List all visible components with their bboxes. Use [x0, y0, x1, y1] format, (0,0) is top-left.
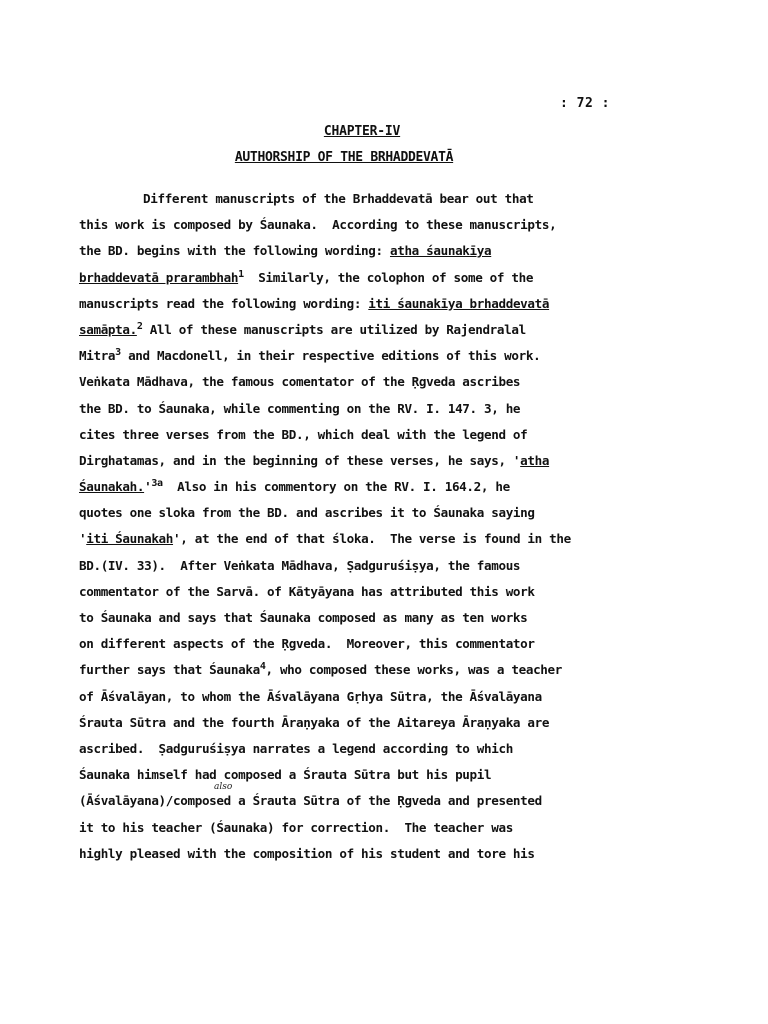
footnote-marker: 1 — [238, 268, 244, 280]
text-segment: manuscripts read the following wording: — [79, 295, 369, 311]
text-line — [79, 631, 694, 657]
underlined-term: brhaddevatā prarambhah — [79, 269, 239, 285]
text-segment: it to his teacher (Śaunaka) for correction. The teacher was — [79, 819, 513, 835]
text-line — [79, 579, 694, 605]
text-line — [79, 265, 694, 291]
text-segment: on different aspects of the Ṛgveda. Moreover, this commentator — [79, 636, 535, 652]
text-line — [79, 684, 694, 710]
underlined-term: iti Śaunakah — [86, 531, 174, 547]
text-segment: , who composed these works, was a teacher — [265, 662, 562, 678]
text-line — [79, 212, 694, 238]
text-line — [79, 500, 694, 526]
text-line — [79, 815, 694, 841]
text-segment: ascribed. Ṣadguruśiṣya narrates a legend according to which — [79, 740, 513, 756]
text-segment: Śrauta Sūtra and the fourth Āraṇyaka of the Aitareya Āraṇyaka are — [79, 714, 550, 730]
text-segment: highly pleased with the composition of his student and tore his — [79, 845, 535, 861]
text-segment: ', at the end of that śloka. The verse is found in the — [173, 531, 571, 547]
text-line — [79, 526, 694, 552]
text-line — [79, 343, 694, 369]
text-segment: this work is composed by Śaunaka. According to these manuscripts, — [79, 217, 557, 233]
text-line — [79, 841, 694, 867]
text-line — [79, 657, 694, 683]
text-line — [79, 186, 694, 212]
text-segment: to Śaunaka and says that Śaunaka composed as many as ten works — [79, 610, 528, 625]
chapter-title: CHAPTER-IV — [323, 124, 401, 139]
text-line — [79, 553, 694, 579]
text-segment: Also in his commentory on the RV. I. 164.2, he — [162, 479, 510, 495]
text-line — [79, 369, 694, 395]
text-segment: Śaunaka himself had composed a Śrauta Sūtra but his pupil — [79, 767, 492, 783]
underlined-term: Śaunakah. — [79, 479, 145, 495]
text-segment: commentator of the Sarvā. of Kātyāyana has attributed this work — [79, 583, 535, 599]
text-line — [79, 238, 694, 264]
text-line — [79, 605, 694, 631]
text-line — [79, 736, 694, 762]
footnote-marker: 3a — [151, 477, 163, 489]
handwritten-insert-note: also — [214, 782, 233, 792]
underlined-term: atha śaunakīya — [389, 243, 492, 259]
text-segment: Mitra — [79, 348, 116, 364]
chapter-subtitle: AUTHORSHIP OF THE BRHADDEVATĀ — [234, 150, 454, 165]
text-line — [79, 762, 694, 788]
page-number: : 72 : — [560, 96, 610, 111]
text-line — [79, 448, 694, 474]
underlined-term: iti śaunakīya brhaddevatā — [368, 295, 550, 311]
text-line — [79, 291, 694, 317]
text-segment: Dirghatamas, and in the beginning of these verses, he says, ' — [79, 452, 521, 468]
text-line — [79, 396, 694, 422]
text-segment: All of these manuscripts are utilized by Rajendralal — [142, 321, 526, 337]
underlined-term: samāpta. — [79, 321, 137, 337]
text-segment: Similarly, the colophon of some of the — [243, 269, 534, 285]
text-segment: cites three verses from the BD., which deal with the legend of — [79, 426, 528, 442]
text-line — [79, 788, 694, 814]
text-segment: BD.(IV. 33). After Veṅkata Mādhava, Ṣadguruśiṣya, the famous — [79, 557, 521, 573]
text-segment: Different manuscripts of the Brhaddevatā bear out that — [143, 191, 534, 206]
text-segment: Veṅkata Mādhava, the famous comentator of the Ṛgveda ascribes — [79, 374, 521, 390]
text-line — [79, 422, 694, 448]
underlined-term: atha — [520, 452, 550, 468]
text-segment: (Āśvalāyana)/composed a Śrauta Sūtra of the Ṛgveda and presented — [79, 793, 542, 809]
footnote-marker: 4 — [259, 661, 266, 673]
text-line — [79, 474, 694, 500]
text-segment: ' — [79, 531, 87, 547]
text-segment: ' — [144, 479, 152, 495]
footnote-marker: 3 — [115, 346, 121, 358]
text-segment: the BD. to Śaunaka, while commenting on the RV. I. 147. 3, he — [79, 400, 521, 416]
text-segment: and Macdonell, in their respective editions of this work. — [120, 348, 541, 364]
footnote-marker: 2 — [136, 320, 143, 332]
text-line — [79, 317, 694, 343]
body-paragraph — [79, 186, 694, 867]
text-segment: further says that Śaunaka — [79, 662, 260, 678]
text-segment: quotes one sloka from the BD. and ascribes it to Śaunaka saying — [79, 505, 535, 521]
text-segment: of Āśvalāyan, to whom the Āśvalāyana Gṛhya Sūtra, the Āśvalāyana — [79, 688, 542, 704]
text-line — [79, 710, 694, 736]
text-segment: the BD. begins with the following wording: — [79, 243, 390, 259]
